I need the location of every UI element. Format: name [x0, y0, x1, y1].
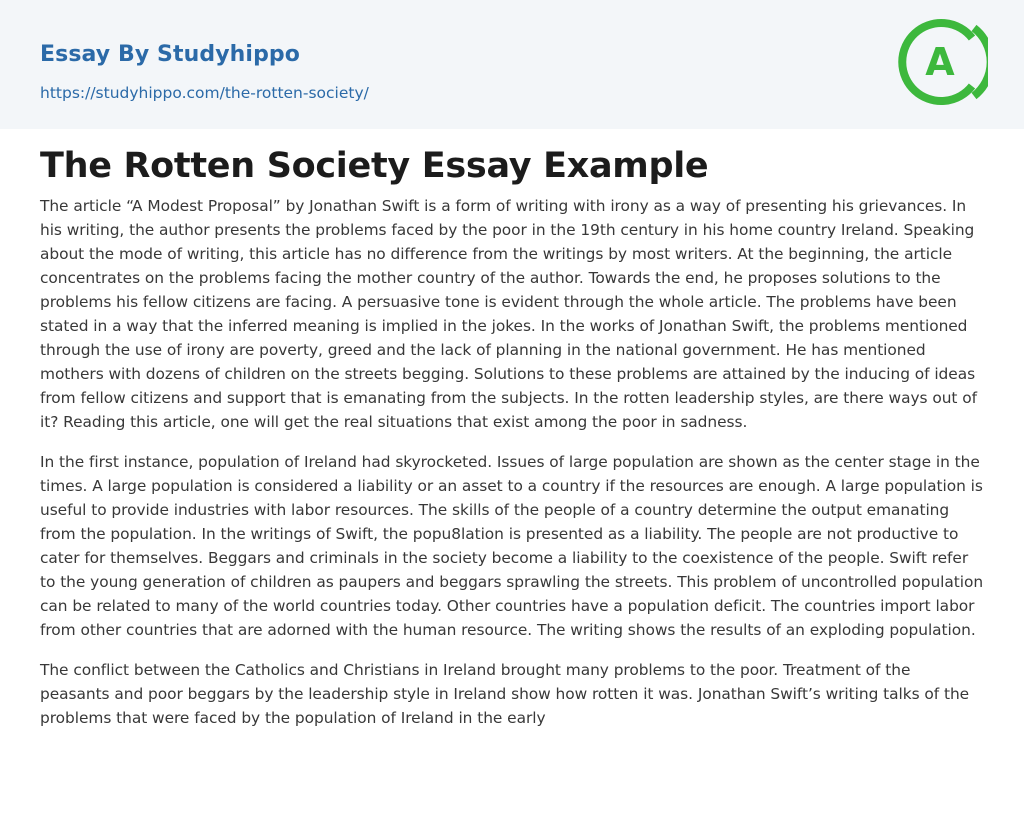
site-header — [0, 0, 1024, 129]
article-paragraph: The article “A Modest Proposal” by Jonathan Swift is a form of writing with irony as a way of presenting his grievances. In his writing, the author presents the problems faced by the poor in the 19th century in his home country Ireland. Speaking about the mode of writing, this article has no difference from the writings by most writers. At the beginning, the article concentrates on the problems facing the mother country of the author. Towards the end, he proposes solutions to the problems his fellow citizens are facing. A persuasive tone is evident through the whole article. The problems have been stated in a way that the inferred meaning is implied in the jokes. In the works of Jonathan Swift, the problems mentioned through the use of irony are poverty, greed and the lack of planning in the national government. He has mentioned mothers with dozens of children on the streets begging. Solutions to these problems are attained by the inducing of ideas from fellow citizens and support that is emanating from the subjects. In the rotten leadership styles, are there ways out of it? Reading this article, one will get the real situations that exist among the poor in sadness. — [40, 197, 977, 431]
article-paragraph: The conflict between the Catholics and Christians in Ireland brought many problems to the poor. Treatment of the peasants and poor beggars by the leadership style in Ireland show how rotten it was. Jonathan Swift’s writing talks of the problems that were faced by the population of Ireland in the early — [40, 661, 970, 727]
page-title: The Rotten Society Essay Example — [40, 146, 709, 186]
article-body — [40, 194, 984, 746]
article-url-link[interactable]: https://studyhippo.com/the-rotten-society/ — [40, 84, 369, 102]
article-paragraph: In the first instance, population of Ireland had skyrocketed. Issues of large population are shown as the center stage in the times. A large population is considered a liability or an asset to a country if the resources are enough. A large population is useful to provide industries with labor resources. The skills of the people of a country determine the output emanating from the population. In the writings of Swift, the popu8lation is presented as a liability. The people are not productive to cater for themselves. Beggars and criminals in the society become a liability to the coexistence of the people. Swift refer to the young generation of children as paupers and beggars sprawling the streets. This problem of uncontrolled population can be related to many of the world countries today. Other countries have a population deficit. The countries import labor from other countries that are adorned with the human resource. The writing shows the results of an exploding population. — [40, 453, 984, 639]
studyhippo-logo-icon[interactable] — [896, 16, 988, 108]
logo-letter: A — [925, 40, 955, 84]
site-brand[interactable]: Essay By Studyhippo — [40, 42, 300, 67]
